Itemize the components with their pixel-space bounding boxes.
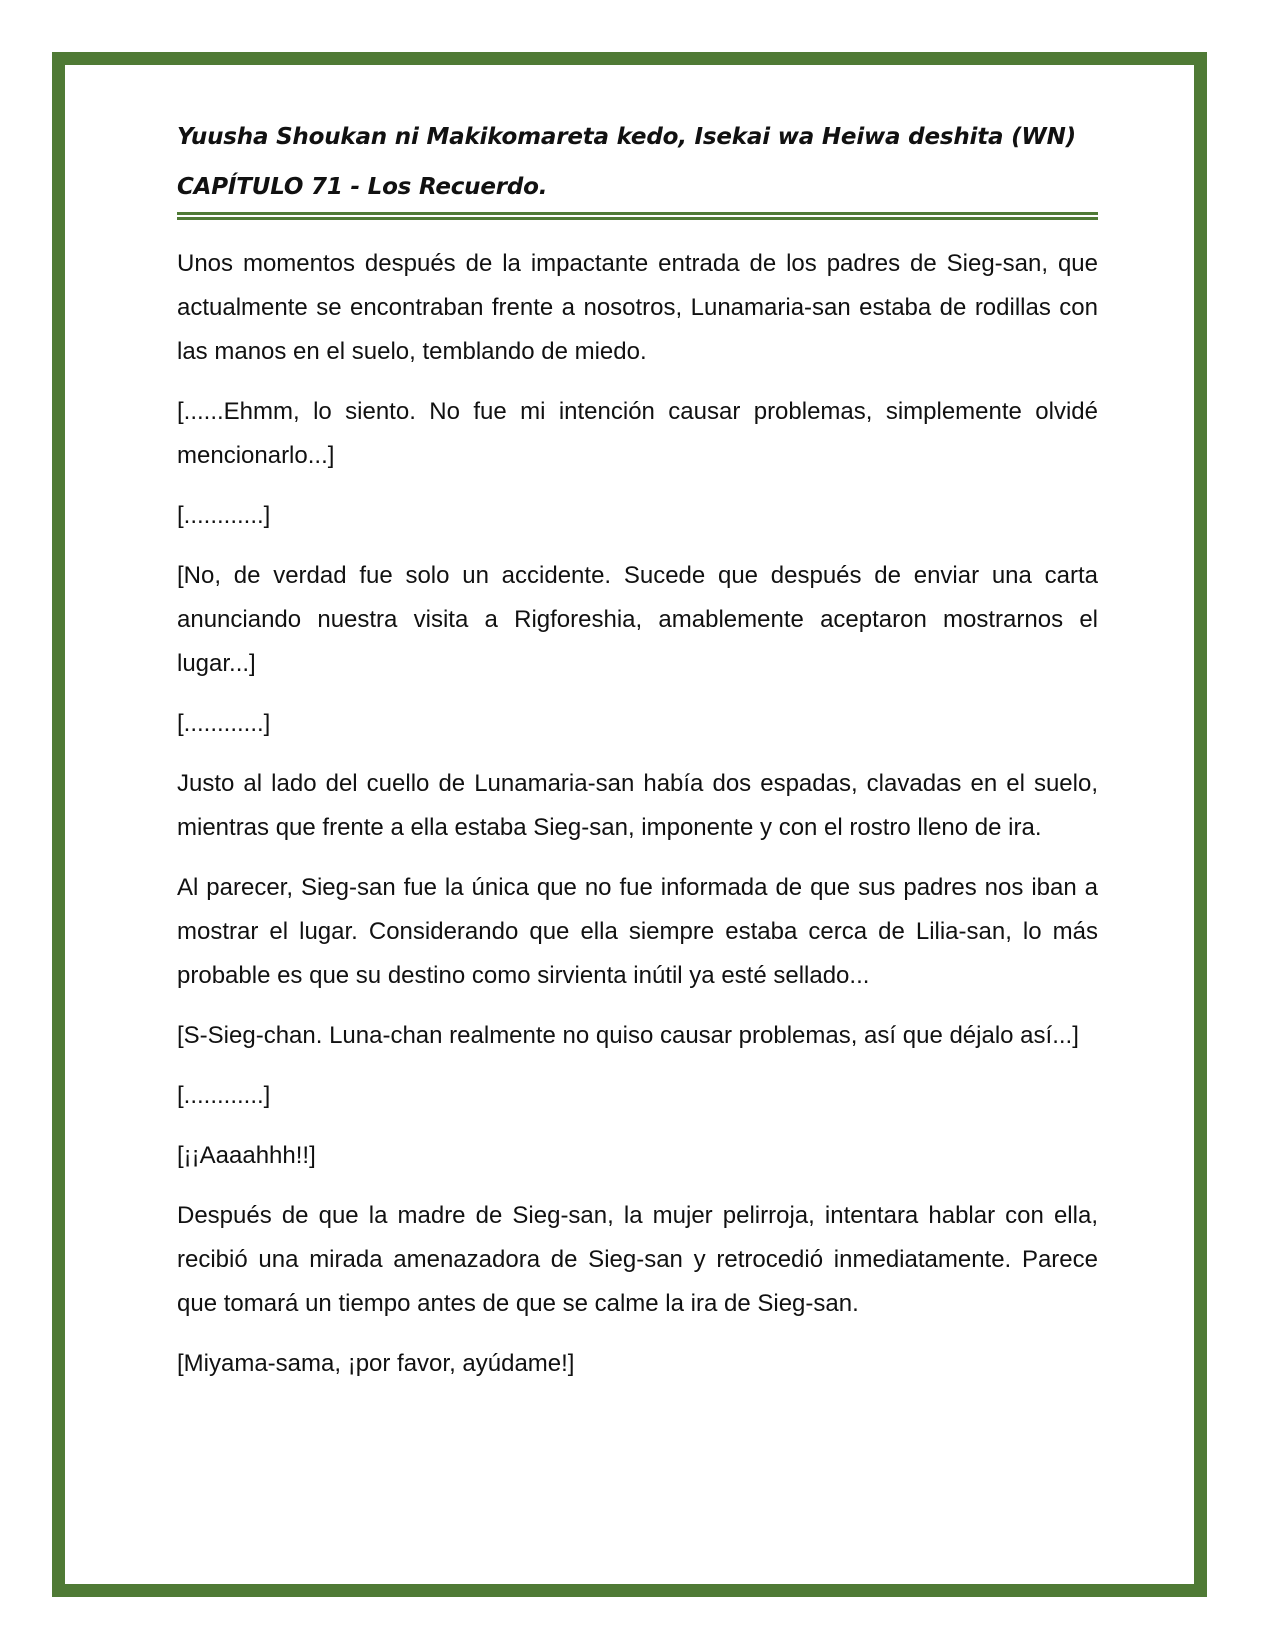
paragraph: [No, de verdad fue solo un accidente. Sucede que después de enviar una carta anunciando nuestra visita a Rigforeshia, amablemente aceptaron mostrarnos el lugar...] xyxy=(177,562,1098,677)
paragraph: [S-Sieg-chan. Luna-chan realmente no quiso causar problemas, así que déjalo así...] xyxy=(177,1022,1079,1049)
paragraph: [......Ehmm, lo siento. No fue mi intención causar problemas, simplemente olvidé mencionarlo...] xyxy=(177,398,1098,469)
paragraph: [............] xyxy=(177,502,271,529)
series-title: Yuusha Shoukan ni Makikomareta kedo, Isekai wa Heiwa deshita (WN) xyxy=(177,124,1076,150)
paragraph: Justo al lado del cuello de Lunamaria-san había dos espadas, clavadas en el suelo, mientras que frente a ella estaba Sieg-san, imponente y con el rostro lleno de ira. xyxy=(177,770,1098,841)
title-divider-second xyxy=(177,217,1098,220)
document-content xyxy=(177,112,1098,1402)
chapter-body xyxy=(177,242,1098,1386)
paragraph: [¡¡Aaaahhh!!] xyxy=(177,1142,316,1169)
title-divider xyxy=(177,212,1098,215)
paragraph: Después de que la madre de Sieg-san, la mujer pelirroja, intentara hablar con ella, recibió una mirada amenazadora de Sieg-san y retrocedió inmediatamente. Parece que tomará un tiempo antes de que se calme la ira de Sieg-san. xyxy=(177,1202,1098,1317)
paragraph: [............] xyxy=(177,1082,271,1109)
chapter-title: CAPÍTULO 71 - Los Recuerdo. xyxy=(177,174,548,200)
paragraph: Al parecer, Sieg-san fue la única que no fue informada de que sus padres nos iban a mostrar el lugar. Considerando que ella siempre estaba cerca de Lilia-san, lo más probable es que su destino como sirvienta inútil ya esté sellado... xyxy=(177,874,1098,989)
paragraph: Unos momentos después de la impactante entrada de los padres de Sieg-san, que actualmente se encontraban frente a nosotros, Lunamaria-san estaba de rodillas con las manos en el suelo, temblando de miedo. xyxy=(177,250,1098,365)
paragraph: [Miyama-sama, ¡por favor, ayúdame!] xyxy=(177,1350,575,1377)
paragraph: [............] xyxy=(177,710,271,737)
